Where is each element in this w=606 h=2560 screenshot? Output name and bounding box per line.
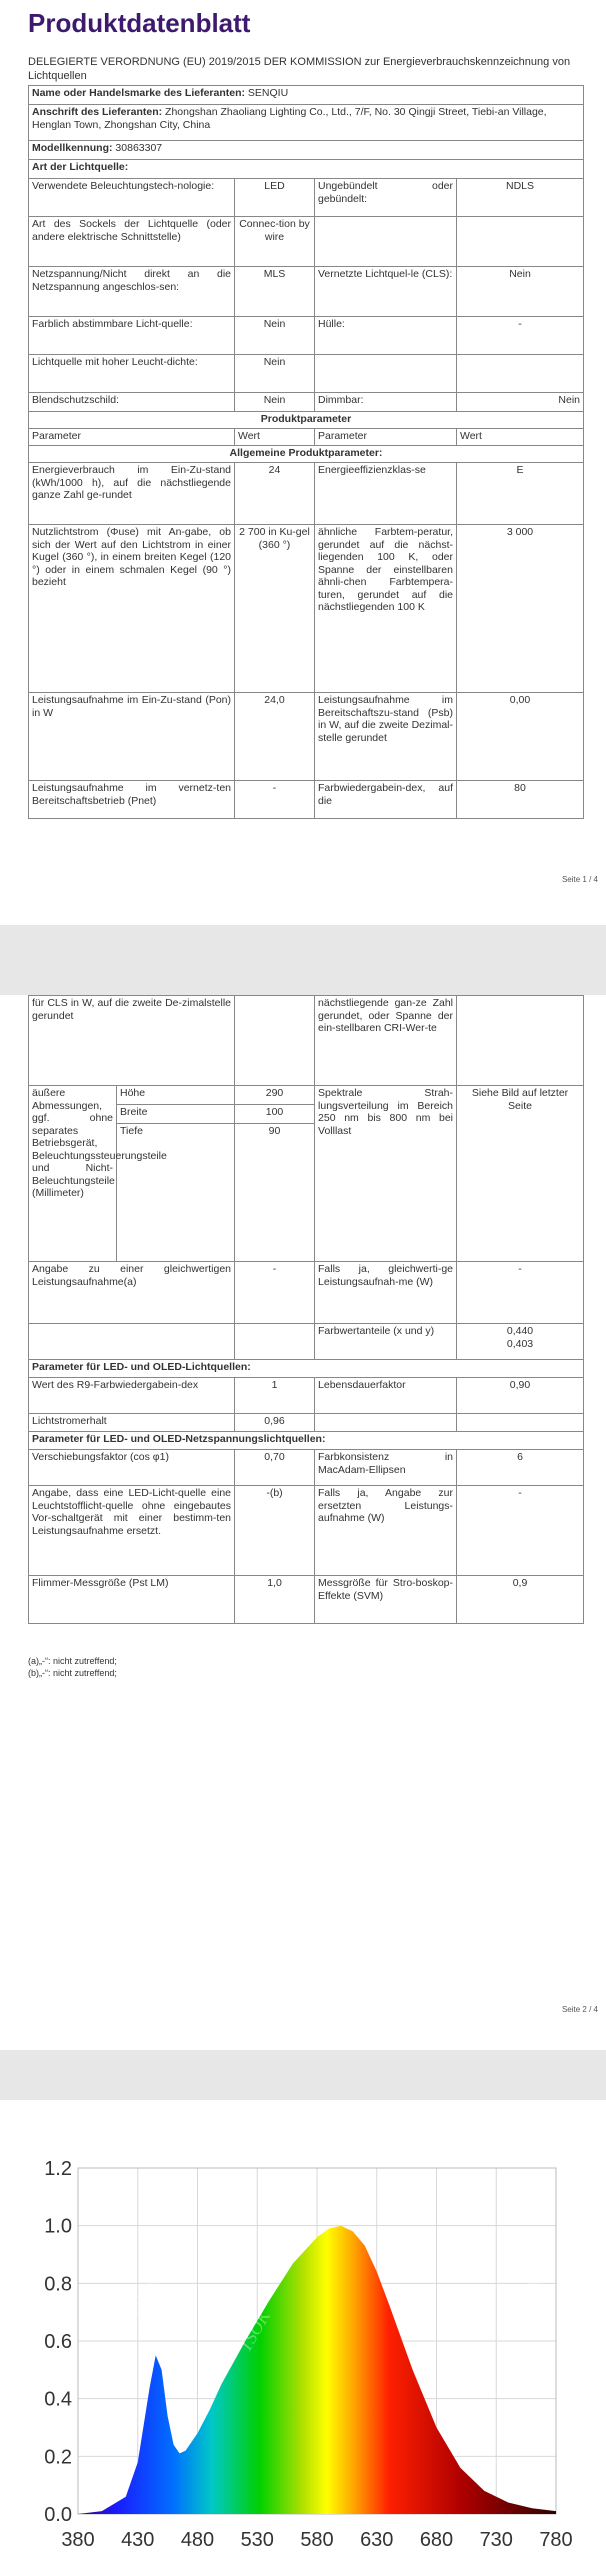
spectrum-point [77,2513,78,2514]
supplier-address-row: Anschrift des Lieferanten: Zhongshan Zhaoliang Lighting Co., Ltd., 7/F, No. 30 Qingji Street, Tiebi-an Village, Henglan Town, Zhongshan City, China [29,105,584,141]
y-tick-label: 0.8 [44,2273,72,2296]
networked-standby-value: - [235,781,315,819]
color-temp-label: ähnliche Farbtem-peratur, gerundet auf die nächst-liegenden 100 K, oder Spanne der einstellbaren ähnli-chen Farbtempera-turen, gerundet auf die nächstliegenden 100 K [315,525,457,693]
spectrum-point [125,2496,126,2497]
watermark-text: TSOK [124,2272,165,2321]
model-row: Modellkennung: 30863307 [29,141,584,160]
dim-height-value: 290 [235,1086,315,1105]
x-tick-label: 630 [360,2529,394,2551]
row-mains-value: MLS [235,267,315,317]
colour-consistency-value: 6 [457,1450,584,1486]
spectrum-point [101,2511,102,2512]
stroboscopic-metric-value: 0,9 [457,1576,584,1624]
row-lighting-tech-value: LED [235,179,315,217]
cri-label-continued: nächstliegende gan-ze Zahl gerundet, oder Spanne der ein-stellbaren CRI-Wer-te [315,996,457,1086]
r9-value: 1 [235,1378,315,1414]
product-params-heading: Produktparameter [29,412,584,429]
row-luminance-label: Lichtquelle mit hoher Leucht-dichte: [29,355,235,393]
x-tick-label: 780 [539,2529,573,2551]
chart-area [77,2225,556,2515]
row-antiglare-value: Nein [235,393,315,412]
led-replaces-fluorescent-label: Angabe, dass eine LED-Licht-quelle eine Leuchtstofflicht-quelle ohne eingebautes Vor-schaltgerät mit einer bestimm-ten Leistungsaufnahme ersetzt. [29,1486,235,1576]
replaced-power-value: - [457,1486,584,1576]
y-tick-label: 1.0 [44,2215,72,2238]
x-tick-label: 430 [121,2529,155,2551]
row-antiglare-label: Blendschutzschild: [29,393,235,412]
standby-power-label: Leistungsaufnahme im Bereitschaftszu-stand (Psb) in W, auf die zweite Dezimal-stelle gerundet [315,693,457,781]
row-envelope-value: - [457,317,584,355]
luminous-flux-value: 2 700 in Ku-gel (360 °) [235,525,315,693]
spectrum-point [364,2245,365,2246]
lumen-maintenance-value: 0,96 [235,1414,315,1432]
supplier-table [28,85,584,819]
spectrum-point [197,2433,198,2434]
spectrum-page [0,2100,606,2560]
spectrum-point [484,2490,485,2491]
spectrum-point [316,2237,317,2238]
spectrum-point [340,2225,341,2226]
r9-label: Wert des R9-Farbwiedergabein-dex [29,1378,235,1414]
cri-value: 80 [457,781,584,819]
cls-power-continued: für CLS in W, auf die zweite De-zimalstelle gerundet [29,996,235,1086]
page-number: Seite 2 / 4 [561,2005,598,2014]
chromaticity-value [457,1324,584,1360]
spectrum-area [78,2226,556,2514]
energy-class-label: Energieeffizienzklas-se [315,463,457,525]
y-tick-label: 1.2 [44,2160,72,2180]
x-tick-label: 730 [479,2529,513,2551]
energy-consumption-label: Energieverbrauch im Ein-Zu-stand (kWh/1000 h), auf die nächstliegende ganze Zahl ge-rundet [29,463,235,525]
led-replaces-fluorescent-value: -(b) [235,1486,315,1576]
equivalent-power-detail-label: Falls ja, gleichwerti-ge Leistungsaufnah-me (W) [315,1262,457,1324]
replaced-power-label: Falls ja, Angabe zur ersetzten Leistungs-aufnahme (W) [315,1486,457,1576]
dimensions-label: äußere Abmessungen, ggf. ohne separates Betriebsgerät, Beleuchtungssteuerungsteile und Nicht-Beleuchtungsteile (Millimeter) [29,1086,117,1262]
col-header-param-2: Parameter [315,429,457,446]
spectral-distribution-value: Siehe Bild auf letzter Seite [457,1086,584,1262]
y-tick-label: 0.6 [44,2331,72,2353]
spectrum-point [149,2387,150,2388]
supplier-address: Zhongshan Zhaoliang Lighting Co., Ltd., 7/F, No. 30 Qingji Street, Tiebi-an Village, Henglan Town, Zhongshan City, China [32,106,547,131]
spectrum-point [436,2427,437,2428]
equivalent-power-value: - [235,1262,315,1324]
spectrum-point [221,2384,222,2385]
row-envelope-label: Hülle: [315,317,457,355]
page-title: Produktdatenblatt [28,8,251,38]
spectrum-point [185,2450,186,2451]
spectral-distribution-chart [28,2160,576,2560]
dim-depth-label: Tiefe [117,1124,235,1262]
row-dimmable-value: Nein [457,393,584,412]
footnote-b: (b)„-“: nicht zutreffend; [28,1668,117,1678]
col-header-param-1: Parameter [29,429,235,446]
displacement-factor-value: 0,70 [235,1450,315,1486]
spectrum-point [328,2228,329,2229]
displacement-factor-label: Verschiebungsfaktor (cos φ1) [29,1450,235,1486]
chromaticity-x: 0,440 [506,1325,534,1337]
dim-width-label: Breite [117,1105,235,1124]
col-header-value-1: Wert [235,429,315,446]
spectrum-point [167,2415,168,2416]
row-tunable-label: Farblich abstimmbare Licht-quelle: [29,317,235,355]
chromaticity-label: Farbwertanteile (x und y) [315,1324,457,1360]
regulation-text: DELEGIERTE VERORDNUNG (EU) 2019/2015 DER KOMMISSION zur Energieverbrauchskennzeichnung von Lichtquellen [28,56,571,82]
spectrum-point [352,2231,353,2232]
spectrum-point [412,2369,413,2370]
supplier-name: SENQIU [247,87,289,99]
dim-depth-value: 90 [235,1124,315,1262]
spectrum-point [137,2462,138,2463]
on-mode-power-value: 24,0 [235,693,315,781]
row-dimmable-label: Dimmbar: [315,393,457,412]
lumen-maintenance-label: Lichtstromerhalt [29,1414,235,1432]
spectrum-point [173,2444,174,2445]
page-separator [0,2050,606,2100]
y-tick-label: 0.2 [44,2446,72,2469]
datasheet-page-1 [0,0,606,925]
spectrum-point [460,2467,461,2468]
row-directional-label: Ungebündelt oder gebündelt: [315,179,457,217]
mains-params-heading: Parameter für LED- und OLED-Netzspannungslichtquellen: [29,1432,584,1450]
row-directional-value: NDLS [457,179,584,217]
flicker-metric-label: Flimmer-Messgröße (Pst LM) [29,1576,235,1624]
standby-power-value: 0,00 [457,693,584,781]
x-tick-label: 530 [240,2529,274,2551]
row-cls-label: Vernetzte Lichtquel-le (CLS): [315,267,457,317]
color-temp-value: 3 000 [457,525,584,693]
spectrum-point [179,2453,180,2454]
watermark-text: TSOK [234,2307,275,2356]
led-oled-params-heading: Parameter für LED- und OLED-Lichtquellen: [29,1360,584,1378]
x-tick-label: 380 [61,2529,95,2551]
energy-class-value: E [457,463,584,525]
watermark-text: TSOK [507,2272,547,2321]
spectrum-point [209,2410,210,2411]
row-mains-label: Netzspannung/Nicht direkt an die Netzspannung angeschlos-sen: [29,267,235,317]
params-table-continued [28,995,584,1624]
row-lighting-tech-label: Verwendete Beleuchtungstech-nologie: [29,179,235,217]
x-tick-label: 480 [180,2529,215,2551]
stroboscopic-metric-label: Messgröße für Stro-boskop-Effekte (SVM) [315,1576,457,1624]
colour-consistency-label: Farbkonsistenz in MacAdam-Ellipsen [315,1450,457,1486]
general-params-heading: Allgemeine Produktparameter: [29,446,584,463]
row-cap-type-label: Art des Sockels der Lichtquelle (oder andere elektrische Schnittstelle) [29,217,235,267]
spectrum-point [161,2369,162,2370]
spectrum-point [376,2271,377,2272]
dim-height-label: Höhe [117,1086,235,1105]
spectrum-point [155,2355,156,2356]
datasheet-page-2 [0,995,606,2050]
y-tick-label: 0.4 [44,2388,72,2411]
row-luminance-value: Nein [235,355,315,393]
supplier-name-row: Name oder Handelsmarke des Lieferanten: SENQIU [29,86,584,105]
row-cap-type-value: Connec-tion by wire [235,217,315,267]
row-tunable-value: Nein [235,317,315,355]
spectrum-point [555,2511,556,2512]
dim-width-value: 100 [235,1105,315,1124]
spectrum-point [293,2263,294,2264]
row-cls-value: Nein [457,267,584,317]
x-tick-label: 680 [419,2529,454,2551]
luminous-flux-label: Nutzlichtstrom (Φuse) mit An-gabe, ob sich der Wert auf den Lichtstrom in einer Kugel (360 °), in einem breiten Kegel (120 °) oder in einem schmalen Kegel (90 °) bezieht [29,525,235,693]
survival-factor-label: Lebensdauerfaktor [315,1378,457,1414]
survival-factor-value: 0,90 [457,1378,584,1414]
col-header-value-2: Wert [457,429,584,446]
footnotes [28,1655,117,1679]
footnote-a: (a)„-“: nicht zutreffend; [28,1656,117,1666]
page-number: Seite 1 / 4 [561,875,598,884]
spectrum-point [269,2300,270,2301]
equivalent-power-label: Angabe zu einer gleichwertigen Leistungsaufnahme(a) [29,1262,235,1324]
spectrum-point [388,2303,389,2304]
light-source-type-heading: Art der Lichtquelle: [29,160,584,179]
cri-label: Farbwiedergabein-dex, auf die [315,781,457,819]
x-tick-label: 580 [300,2529,334,2551]
spectrum-point [508,2502,509,2503]
on-mode-power-label: Leistungsaufnahme im Ein-Zu-stand (Pon) in W [29,693,235,781]
page-separator [0,925,606,995]
networked-standby-label: Leistungsaufnahme im vernetz-ten Bereitschaftsbetrieb (Pnet) [29,781,235,819]
spectral-distribution-label: Spektrale Strah-lungsverteilung im Bereich 250 nm bis 800 nm bei Volllast [315,1086,457,1262]
flicker-metric-value: 1,0 [235,1576,315,1624]
y-tick-label: 0.0 [44,2504,72,2526]
energy-consumption-value: 24 [235,463,315,525]
equivalent-power-detail-value: - [457,1262,584,1324]
model-number: 30863307 [115,142,163,154]
chromaticity-y: 0,403 [506,1337,534,1350]
spectrum-point [532,2508,533,2509]
